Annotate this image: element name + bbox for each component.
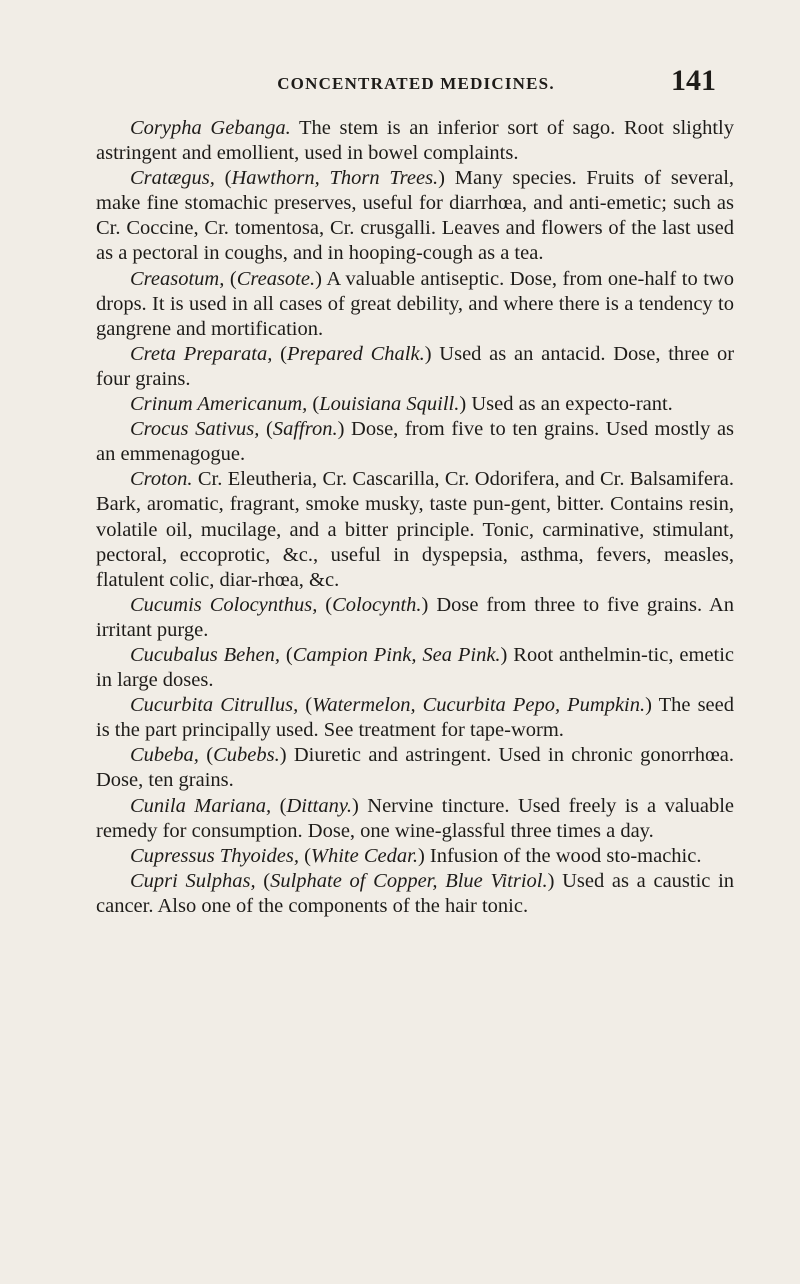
entry-common-name: Hawthorn, Thorn Trees. [231,167,439,190]
body-text [96,116,734,919]
entry-term: Croton. [130,468,193,491]
entry-common-name: Prepared Chalk. [286,342,425,365]
entry-text: Dose, from five to ten grains. Used mostly as an emmenagogue. [96,418,735,466]
entry-cucurbita: Cucurbita Citrullus, (Watermelon, Cucurbita Pepo, Pumpkin.) The seed is the part principally used. See treatment for tape-worm. [96,694,734,742]
entry-cucubalus: Cucubalus Behen, (Campion Pink, Sea Pink.) Root anthelmin-tic, emetic in large doses. [96,643,735,692]
entry-crocus: Crocus Sativus, (Saffron.) Dose, from five to ten grains. Used mostly as an emmenagogue. [96,418,735,466]
entry-term: Cucubalus Behen, [130,643,280,666]
entry-text: Root anthelmin-tic, emetic in large doses. [96,643,735,692]
page-header [96,64,736,104]
entry-term: Crinum Americanum, [130,393,308,416]
entry-term: Cucurbita Citrullus, [130,694,299,717]
entry-term: Corypha Gebanga. [130,117,291,139]
entry-text: Many species. Fruits of several, make fine stomachic preserves, useful for diarrhœa, and anti-emetic; such as Cr. Coccine, Cr. tomentosa, Cr. crusgalli. Leaves and flowers of the last used as a pectoral in coughs, and in hooping-cough as a tea. [96,167,735,265]
entry-text: Diuretic and astringent. Used in chronic gonorrhœa. Dose, ten grains. [96,744,734,792]
entry-common-name: Sulphate of Copper, Blue Vitriol. [270,869,548,892]
entry-croton [96,467,734,592]
entry-term: Cucumis Colocynthus, [130,593,318,616]
running-head: CONCENTRATED MEDICINES. [277,74,555,93]
entry-term: Cunila Mariana, [130,794,272,817]
entry-term: Cupressus Thyoides, [130,844,299,867]
entry-text: A valuable antiseptic. Dose, from one-half to two drops. It is used in all cases of great debility, and where there is a tendency to gangrene and mortification. [96,267,735,340]
entry-common-name: Watermelon, Cucurbita Pepo, Pumpkin. [312,694,646,717]
entry-common-name: Creasote. [236,267,316,290]
entry-text: Infusion of the wood sto-machic. [429,844,702,867]
entry-crataegus: Cratægus, (Hawthorn, Thorn Trees.) Many species. Fruits of several, make fine stomachic preserves, useful for diarrhœa, and anti-emetic; such as Cr. Coccine, Cr. tomentosa, Cr. crusgalli. Leaves and flowers of the last used as a pectoral in coughs, and in hooping-cough as a tea. [96,167,735,265]
entry-text: The stem is an inferior sort of sago. Root slightly astringent and emollient, used in bowel complaints. [96,117,734,165]
entry-term: Creta Preparata, [130,342,273,365]
entry-common-name: Cubebs. [213,744,280,767]
entry-common-name: Colocynth. [332,593,422,616]
entry-text: Dose from three to five grains. An irritant purge. [96,593,734,641]
entry-corypha [96,116,734,166]
entry-text: Cr. Eleutheria, Cr. Cascarilla, Cr. Odorifera, and Cr. Balsamifera. Bark, aromatic, fragrant, smoke musky, taste pun-gent, bitter. Contains resin, volatile oil, mucilage, and a bitter principle. Tonic, carminative, stimulant, pectoral, eccoprotic, &c., useful in dyspepsia, asthma, fevers, measles, flatulent colic, diar-rhœa, &c. [96,468,735,591]
entry-crinum: Crinum Americanum, (Louisiana Squill.) Used as an expecto-rant. [130,393,673,416]
entry-creta-preparata: Creta Preparata, (Prepared Chalk.) Used as an antacid. Dose, three or four grains. [96,342,735,390]
entry-text: The seed is the part principally used. See treatment for tape-worm. [96,694,734,742]
entry-cupri-sulphas: Cupri Sulphas, (Sulphate of Copper, Blue Vitriol.) Used as a caustic in cancer. Also one of the components of the hair tonic. [96,869,735,917]
entry-creasotum: Creasotum, (Creasote.) A valuable antiseptic. Dose, from one-half to two drops. It is used in all cases of great debility, and where there is a tendency to gangrene and mortification. [96,267,735,340]
entry-term: Creasotum, [130,267,225,290]
entry-cupressus: Cupressus Thyoides, (White Cedar.) Infusion of the wood sto-machic. [130,844,702,867]
entry-term: Cupri Sulphas, [130,869,256,892]
entry-common-name: Saffron. [272,418,338,441]
page-number: 141 [671,64,716,97]
entry-term: Crocus Sativus, [130,418,260,441]
entry-cucumis: Cucumis Colocynthus, (Colocynth.) Dose from three to five grains. An irritant purge. [96,593,734,641]
entry-common-name: Dittany. [286,794,352,817]
entry-term: Cubeba, [130,744,199,767]
entry-text: Used as an antacid. Dose, three or four grains. [96,342,735,390]
entry-text: Used as a caustic in cancer. Also one of the components of the hair tonic. [96,869,735,917]
entry-cubeba: Cubeba, (Cubebs.) Diuretic and astringent. Used in chronic gonorrhœa. Dose, ten grains. [96,744,734,792]
entry-common-name: Campion Pink, Sea Pink. [292,643,501,666]
entry-term: Cratægus, [130,167,215,190]
entry-cunila: Cunila Mariana, (Dittany.) Nervine tincture. Used freely is a valuable remedy for consumption. Dose, one wine-glassful three times a day. [96,794,735,842]
entry-common-name: Louisiana Squill. [319,393,460,416]
entry-common-name: White Cedar. [310,844,418,867]
entry-text: Nervine tincture. Used freely is a valuable remedy for consumption. Dose, one wine-glassful three times a day. [96,794,735,842]
entry-text: Used as an expecto-rant. [471,393,673,416]
